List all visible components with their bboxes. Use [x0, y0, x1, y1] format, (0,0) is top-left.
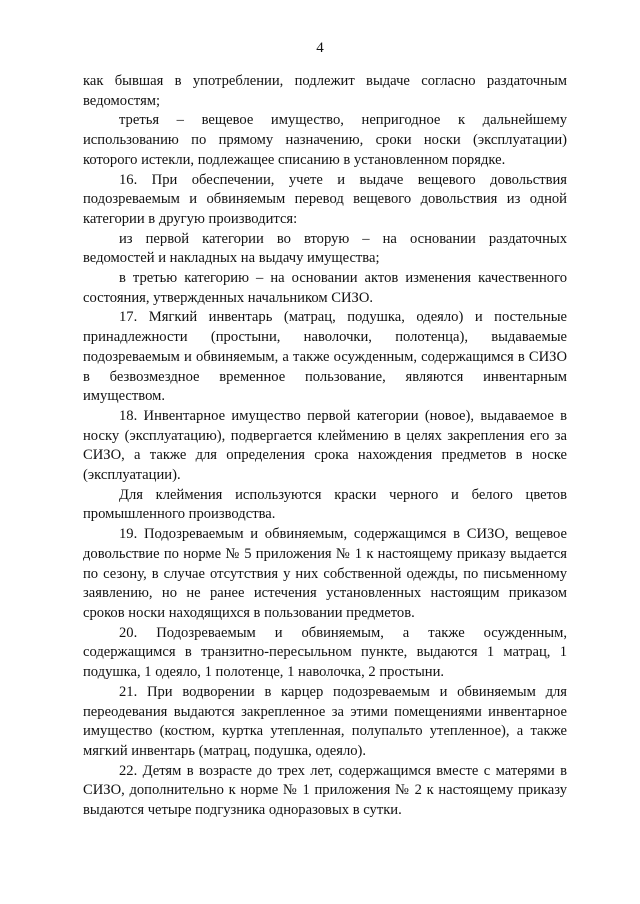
paragraph-18: 18. Инвентарное имущество первой категории (новое), выдаваемое в носку (эксплуатацию), подвергается клеймению в целях закрепления его за СИЗО, а также для определения срока нахождения предметов в носке (эксплуатации).: [83, 407, 567, 484]
paragraph-continuation: как бывшая в употреблении, подлежит выдаче согласно раздаточным ведомостям;: [83, 73, 567, 109]
paragraph-17: 17. Мягкий инвентарь (матрац, подушка, одеяло) и постельные принадлежности (простыни, наволочки, полотенца), выдаваемые подозреваемым и обвиняемым, а также осужденным, содержащимся в СИЗО в безвозмездное временное пользование, являются инвентарным имуществом.: [83, 309, 567, 405]
paragraph-16: 16. При обеспечении, учете и выдаче вещевого довольствия подозреваемым и обвиняемым перевод вещевого довольствия из одной категории в другую производится:: [83, 171, 567, 227]
document-body: [83, 72, 567, 821]
paragraph-22: 22. Детям в возрасте до трех лет, содержащимся вместе с матерями в СИЗО, дополнительно к норме № 1 приложения № 2 к настоящему приказу выдаются четыре подгузника одноразовых в сутки.: [83, 762, 567, 819]
paragraph-third-category: третья – вещевое имущество, непригодное к дальнейшему использованию по прямому назначению, сроки носки (эксплуатации) которого истекли, подлежащее списанию в установленном порядке.: [83, 112, 567, 168]
paragraph-16-first-to-second: из первой категории во вторую – на основании раздаточных ведомостей и накладных на выдачу имущества;: [83, 230, 567, 267]
page-number: 4: [316, 40, 324, 56]
paragraph-16-to-third: в третью категорию – на основании актов изменения качественного состояния, утвержденных начальником СИЗО.: [83, 270, 567, 306]
paragraph-19: 19. Подозреваемым и обвиняемым, содержащимся в СИЗО, вещевое довольствие по норме № 5 приложения № 1 к настоящему приказу выдается по сезону, в случае отсутствия у них собственной одежды, по письменному заявлению, но не ранее истечения установленных настоящим приказом сроков носки находящихся в пользовании предметов.: [83, 526, 567, 621]
paragraph-20: 20. Подозреваемым и обвиняемым, а также осужденным, содержащимся в транзитно-пересыльном пункте, выдаются 1 матрац, 1 подушка, 1 одеяло, 1 полотенце, 1 наволочка, 2 простыни.: [83, 624, 567, 681]
paragraph-18-branding: Для клеймения используются краски черного и белого цветов промышленного производства.: [83, 486, 567, 523]
paragraph-21: 21. При водворении в карцер подозреваемым и обвиняемым для переодевания выдаются закрепленное за этими помещениями инвентарное имущество (костюм, куртка утепленная, полупальто утепленное), а также мягкий инвентарь (матрац, подушка, одеяло).: [83, 683, 567, 759]
